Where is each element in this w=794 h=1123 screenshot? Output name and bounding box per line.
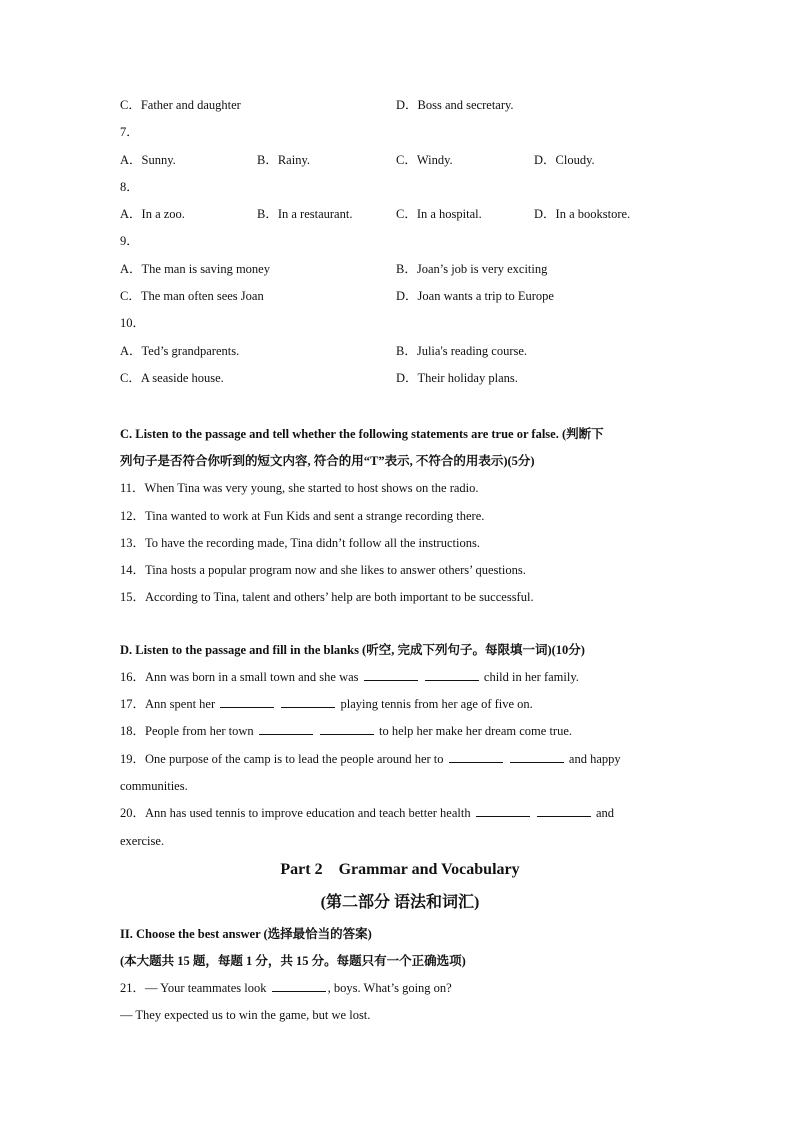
option-9d: D．Joan wants a trip to Europe xyxy=(396,289,554,304)
sentence-20 xyxy=(120,800,680,827)
option-10c: C．A seaside house. xyxy=(120,370,224,385)
question-8-options xyxy=(120,205,680,232)
sentence-16 xyxy=(120,664,680,691)
blank-21[interactable] xyxy=(272,981,326,992)
sentence-19 xyxy=(120,746,680,773)
statement-13: 13．To have the recording made, Tina didn’t follow all the instructions. xyxy=(120,535,480,550)
statement-14: 14．Tina hosts a popular program now and she likes to answer others’ questions. xyxy=(120,563,526,578)
option-9c: C．The man often sees Joan xyxy=(120,289,264,304)
option-8c: C．In a hospital. xyxy=(396,207,482,222)
question-9-options-ab xyxy=(120,260,680,287)
option-8d: D．In a bookstore. xyxy=(534,207,631,222)
sentence-17 xyxy=(120,691,680,718)
question-9-options-cd xyxy=(120,287,680,314)
question-7-number xyxy=(120,123,680,150)
question-21-start: 21．— Your teammates look xyxy=(120,980,267,995)
option-7d: D．Cloudy. xyxy=(534,152,595,167)
question-7-options xyxy=(120,151,680,178)
question-10-number xyxy=(120,314,680,341)
blank-17-1[interactable] xyxy=(220,697,274,708)
sentence-20-continued: exercise. xyxy=(120,833,165,848)
sentence-18 xyxy=(120,718,680,745)
section-ii-instructions: (本大题共 15 题，每题 1 分，共 15 分。每题只有一个正确选项) xyxy=(120,953,466,968)
sentence-19-start: 19．One purpose of the camp is to lead the people around her to xyxy=(120,751,444,766)
option-6c: C．Father and daughter xyxy=(120,98,241,112)
option-7c: C．Windy. xyxy=(396,152,453,167)
blank-18-2[interactable] xyxy=(320,724,374,735)
sentence-18-end: to help her make her dream come true. xyxy=(379,724,572,739)
question-8-label: 8． xyxy=(120,179,139,194)
exam-page xyxy=(120,96,680,1029)
option-10d: D．Their holiday plans. xyxy=(396,370,518,385)
section-d-heading: D. Listen to the passage and fill in the blanks (听空, 完成下列句子。每限填一词)(10分) xyxy=(120,642,585,657)
blank-18-1[interactable] xyxy=(259,724,313,735)
option-8a: A．In a zoo. xyxy=(120,207,185,222)
sentence-16-end: child in her family. xyxy=(483,669,579,684)
option-7a: A．Sunny. xyxy=(120,152,176,167)
question-8-number xyxy=(120,178,680,205)
question-7-label: 7． xyxy=(120,125,139,140)
blank-17-2[interactable] xyxy=(281,697,335,708)
question-10-options-cd xyxy=(120,369,680,396)
sentence-20-end: and xyxy=(595,806,615,821)
part-2-title: Part 2 Grammar and Vocabulary xyxy=(280,860,520,878)
blank-20-1[interactable] xyxy=(476,806,530,817)
option-10a: A．Ted’s grandparents. xyxy=(120,343,240,358)
sentence-17-start: 17．Ann spent her xyxy=(120,697,216,712)
option-9a: A．The man is saving money xyxy=(120,261,270,276)
sentence-19-continued: communities. xyxy=(120,778,188,793)
sentence-19-end: and happy xyxy=(568,751,621,766)
option-8b: B．In a restaurant. xyxy=(257,207,353,222)
question-10-options-ab xyxy=(120,342,680,369)
blank-16-2[interactable] xyxy=(425,670,479,681)
blank-16-1[interactable] xyxy=(364,670,418,681)
sentence-17-end: playing tennis from her age of five on. xyxy=(340,697,533,712)
sentence-16-start: 16．Ann was born in a small town and she was xyxy=(120,669,359,684)
question-21 xyxy=(120,975,680,1002)
option-6d: D．Boss and secretary. xyxy=(396,98,514,112)
question-10-label: 10． xyxy=(120,316,146,331)
option-7b: B．Rainy. xyxy=(257,152,311,167)
section-c-heading-line2: 列句子是否符合你听到的短文内容, 符合的用“T”表示, 不符合的用表示)(5分) xyxy=(120,454,535,469)
part-2-subtitle: (第二部分 语法和词汇) xyxy=(320,893,480,911)
blank-20-2[interactable] xyxy=(537,806,591,817)
option-9b: B．Joan’s job is very exciting xyxy=(396,261,548,276)
blank-19-2[interactable] xyxy=(510,752,564,763)
sentence-20-start: 20．Ann has used tennis to improve education and teach better health xyxy=(120,806,471,821)
question-9-label: 9． xyxy=(120,234,139,249)
option-10b: B．Julia's reading course. xyxy=(396,343,528,358)
sentence-18-start: 18．People from her town xyxy=(120,724,254,739)
question-9-number xyxy=(120,232,680,259)
question-6-options-cd xyxy=(120,96,680,123)
section-c-heading-line1: C. Listen to the passage and tell whether the following statements are true or false. (判断下 xyxy=(120,427,604,442)
question-21-end: , boys. What’s going on? xyxy=(327,980,452,995)
question-21-reply: — They expected us to win the game, but we lost. xyxy=(120,1008,371,1023)
blank-19-1[interactable] xyxy=(449,752,503,763)
statement-12: 12．Tina wanted to work at Fun Kids and sent a strange recording there. xyxy=(120,508,485,523)
section-ii-heading: II. Choose the best answer (选择最恰当的答案) xyxy=(120,926,372,941)
statement-15: 15．According to Tina, talent and others’ help are both important to be successful. xyxy=(120,590,534,605)
statement-11: 11．When Tina was very young, she started to host shows on the radio. xyxy=(120,481,479,496)
